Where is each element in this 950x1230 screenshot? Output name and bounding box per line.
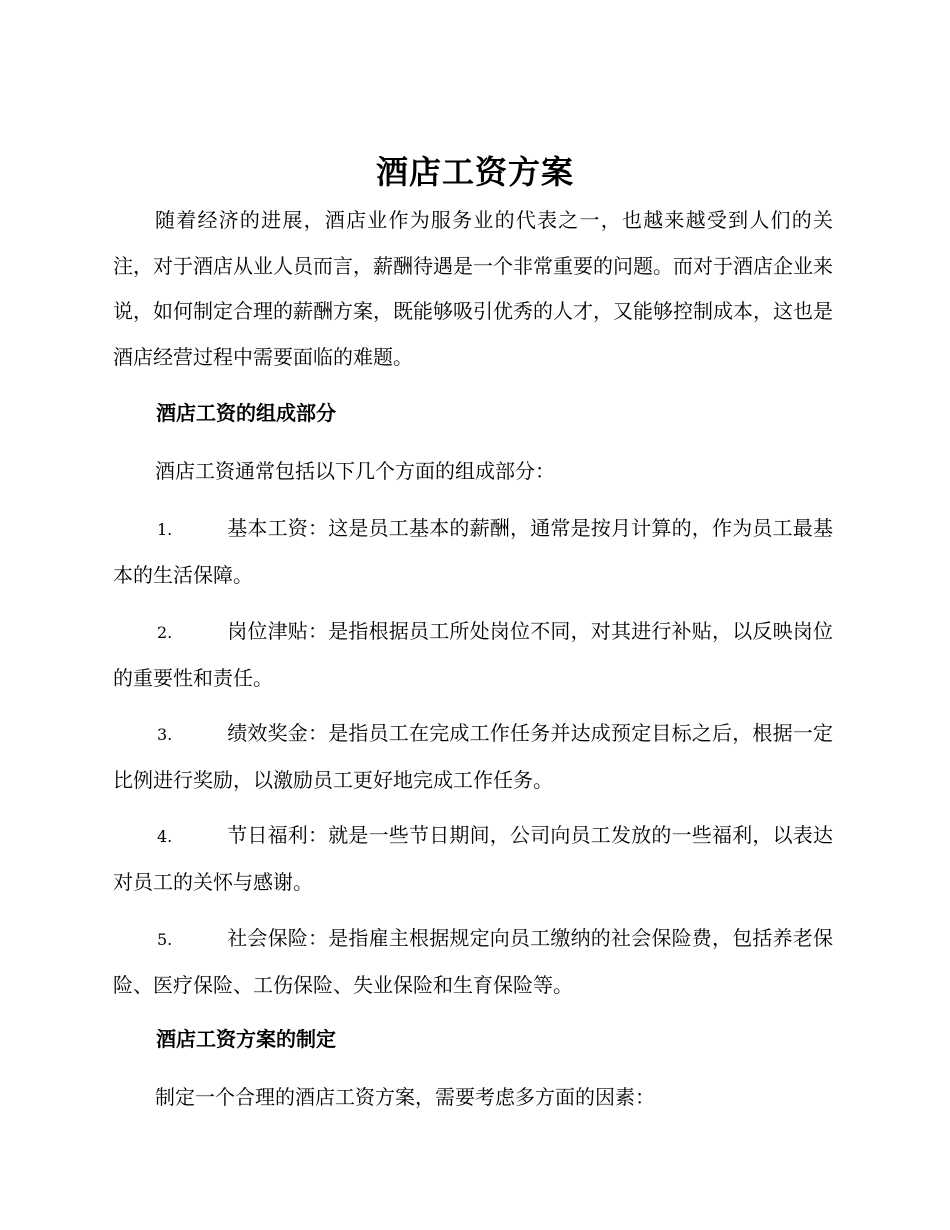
- list-item-number: 2.: [157, 623, 173, 642]
- list-item: [113, 609, 833, 701]
- list-item: [113, 506, 833, 598]
- list-item-text: 基本工资：这是员工基本的薪酬，通常是按月计算的，作为员工最基本的生活保障。: [113, 516, 833, 587]
- list-item-number: 3.: [157, 725, 173, 744]
- list-item-number: 4.: [157, 827, 173, 846]
- section-heading-components: 酒店工资的组成部分: [156, 401, 336, 425]
- list-item-text: 社会保险：是指雇主根据规定向员工缴纳的社会保险费，包括养老保险、医疗保险、工伤保险、失业保险和生育保险等。: [113, 926, 833, 997]
- list-item-number: 1.: [157, 520, 173, 539]
- intro-paragraph: 随着经济的进展，酒店业作为服务业的代表之一，也越来越受到人们的关注，对于酒店从业人员而言，薪酬待遇是一个非常重要的问题。而对于酒店企业来说，如何制定合理的薪酬方案，既能够吸引优秀的人才，又能够控制成本，这也是酒店经营过程中需要面临的难题。: [113, 208, 833, 369]
- list-item: [113, 916, 833, 1008]
- section-heading-formulation: 酒店工资方案的制定: [156, 1027, 336, 1051]
- list-item-text: 岗位津贴：是指根据员工所处岗位不同，对其进行补贴，以反映岗位的重要性和责任。: [113, 619, 833, 690]
- list-item: [113, 711, 833, 803]
- list-item-text: 节日福利：就是一些节日期间，公司向员工发放的一些福利，以表达对员工的关怀与感谢。: [113, 823, 833, 894]
- document-title: 酒店工资方案: [375, 153, 574, 191]
- list-item: [113, 813, 833, 905]
- section-lead-formulation: 制定一个合理的酒店工资方案，需要考虑多方面的因素：: [155, 1085, 655, 1109]
- section-lead-components: 酒店工资通常包括以下几个方面的组成部分：: [155, 459, 555, 483]
- list-item-number: 5.: [157, 930, 173, 949]
- list-item-text: 绩效奖金：是指员工在完成工作任务并达成预定目标之后，根据一定比例进行奖励，以激励员工更好地完成工作任务。: [113, 721, 833, 792]
